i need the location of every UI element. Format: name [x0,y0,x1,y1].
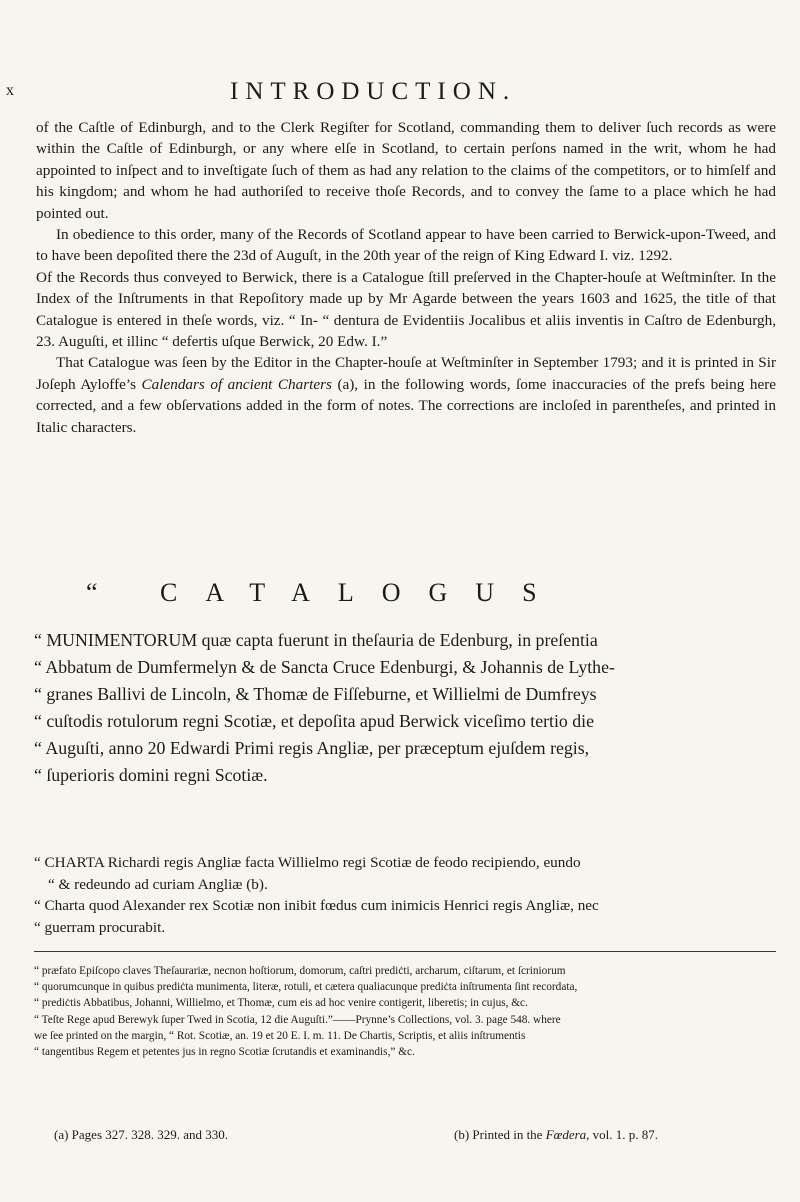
footnote-line: “ præfato Epiſcopo claves Theſaurariæ, necnon hoſtiorum, domorum, caſtri prediċti, archarum, ciſtarum, et ſcriniorum [34,965,566,977]
footnote-a: (a) Pages 327. 328. 329. and 330. [54,1127,229,1142]
running-title: INTRODUCTION. [230,78,517,105]
footnote-line: “ tangentibus Regem et petentes jus in regno Scotiæ ſcrutandis et examinandis,” &c. [34,1046,415,1059]
footnote-b-prefix: (b) Printed in the [454,1127,546,1142]
latin-line: “ MUNIMENTORUM quæ capta fuerunt in theſauria de Edenburg, in preſentia [34,630,598,650]
catalogue-preamble [34,627,776,789]
charter-line: “ guerram procurabit. [34,918,166,936]
latin-line: “ ſuperioris domini regni Scotiæ. [34,765,268,785]
footnote-rule [34,951,776,952]
footnote-b-suffix: , vol. 1. p. 87. [586,1127,659,1142]
charter-line: “ Charta quod Alexander rex Scotiæ non inibit fœdus cum inimicis Henrici regis Angliæ, nec [34,897,599,914]
paragraph-2: In obedience to this order, many of the Records of Scotland appear to have been carried to Berwick-upon-Tweed, and to have been depoſited there the 23d of Auguſt, in the 20th year of the reign of King Edward I. viz. 1292. [36,226,776,265]
catalogue-heading: “ CATALOGUS [86,578,565,607]
paragraph-1: of the Caſtle of Edinburgh, and to the Clerk Regiſter for Scotland, commanding them to deliver ſuch records as were within the Caſtle of Edinburgh, or any where elſe in Scotland, to certain perſons named in the writ, whom he had appointed to inſpect and to inveſtigate ſuch of them as had any relation to the claims of the competitors, or to himſelf and his kingdom; and whom he had authoriſed to receive thoſe Records, and to convey the ſame to a place which he had pointed out. [36,119,776,222]
charter-entries [34,852,776,938]
charter-line: “ CHARTA Richardi regis Angliæ facta Willielmo regi Scotiæ de feodo recipiendo, eundo [34,854,581,871]
footnote-line: we ſee printed on the margin, “ Rot. Scotiæ, an. 19 et 20 E. I. m. 11. De Chartis, Scriptis, et aliis inſtrumentis [34,1029,526,1042]
paragraph-4-end: (a), in the following words, ſome inaccuracies of the prefs being here corrected, and a few obſervations added in the form of notes. The corrections are incloſed in parentheſes, and printed in Italic characters. [36,375,776,436]
foedera-title: Fœdera [545,1127,587,1142]
latin-line: “ Auguſti, anno 20 Edwardi Primi regis Angliæ, per præceptum ejuſdem regis, [34,738,590,758]
calendars-title: Calendars of ancient Charters [141,375,332,393]
footnote-line: “ prediċtis Abbatibus, Johanni, Willielmo, et Thomæ, cum eis ad hoc venire contigerit, liberetis; in cujus, &c. [34,997,528,1010]
latin-line: “ Abbatum de Dumfermelyn & de Sancta Cruce Edenburgi, & Johannis de Lythe- [34,657,615,677]
footnote-line: “ quorumcunque in quibus prediċta munimenta, literæ, rotuli, et cætera qualiacunque prediċta inſtrumenta ſint recordata, [34,981,578,994]
charter-line: “ & redeundo ad curiam Angliæ (b). [48,875,268,893]
paragraph-3: Of the Records thus conveyed to Berwick, there is a Catalogue ſtill preſerved in the Chapter-houſe at Weſtminſter. In the Index of the Inſtruments in that Repoſitory made up by Mr Agarde between the years 1603 and 1625, the title of that Catalogue is entered in theſe words, viz. “ In- “ dentura de Evidentiis Jocalibus et aliis inventis in Caſtro de Edenburgh, 23. Auguſti, et illinc “ defertis uſque Berwick, 20 Edw. I.” [36,268,776,351]
footnote-b [454,1126,658,1144]
paragraph-4-start: That Catalogue was ſeen by the Editor in the Chapter-houſe at Weſtminſter in September 1793; and it is printed in Sir Joſeph Ayloffe’s [36,354,776,393]
introduction-body [36,117,776,438]
page-number: x [6,82,14,99]
latin-line: “ granes Ballivi de Lincoln, & Thomæ de Fiſſeburne, et Willielmi de Dumfreys [34,684,597,704]
page-header [0,78,800,108]
paragraph-4 [36,352,776,438]
latin-line: “ cuſtodis rotulorum regni Scotiæ, et depoſita apud Berwick viceſimo tertio die [34,711,594,731]
footnote-continuation [34,963,776,1060]
footnote-line: “ Teſte Rege apud Berewyk ſuper Twed in Scotia, 12 die Auguſti.”——Prynne’s Collections, vol. 3. page 548. where [34,1013,561,1026]
